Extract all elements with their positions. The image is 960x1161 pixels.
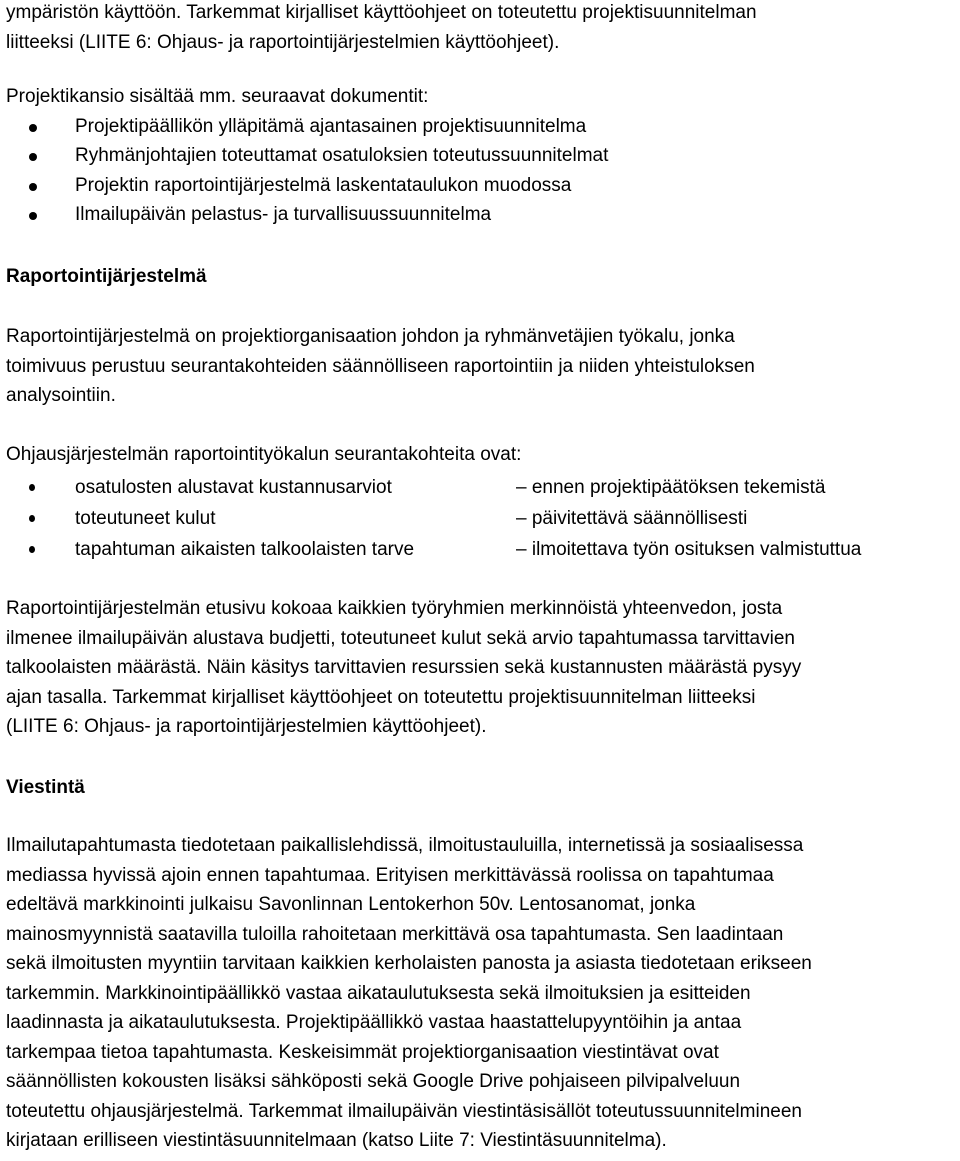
bullet-icon xyxy=(29,515,35,522)
text-line: ympäristön käyttöön. Tarkemmat kirjalliset käyttöohjeet on toteutettu projektisuunnitelman xyxy=(6,2,757,23)
text-line: toteutettu ohjausjärjestelmä. Tarkemmat ilmailupäivän viestintäsisällöt toteutussuunnitelmineen xyxy=(6,1100,802,1122)
text-line: sekä ilmoitusten myyntiin tarvitaan kaikkien kerholaisten panosta ja asiasta tiedotetaan erikseen xyxy=(6,953,812,974)
bullet-icon xyxy=(29,153,37,161)
tracking-note: – ennen projektipäätöksen tekemistä xyxy=(516,477,826,498)
tracking-list xyxy=(6,472,956,565)
bullet-icon xyxy=(29,124,37,132)
text-line: liitteeksi (LIITE 6: Ohjaus- ja raportointijärjestelmien käyttöohjeet). xyxy=(6,31,560,53)
text-line: laadinnasta ja aikataulutuksesta. Projektipäällikkö vastaa haastattelupyyntöihin ja antaa xyxy=(6,1012,742,1033)
communication-paragraph xyxy=(6,831,956,1156)
text-line: mainosmyynnistä saatavilla tuloilla rahoitetaan merkittävä osa tapahtumasta. Sen laadintaan xyxy=(6,923,784,945)
project-folder-section xyxy=(6,82,956,230)
text-line: mediassa hyvissä ajoin ennen tapahtumaa. Erityisen merkittävässä roolissa on tapahtumaa xyxy=(6,864,774,886)
reporting-heading: Raportointijärjestelmä xyxy=(6,266,207,287)
bullet-icon xyxy=(29,212,37,220)
text-line: kirjataan erilliseen viestintäsuunnitelmaan (katso Liite 7: Viestintäsuunnitelma). xyxy=(6,1130,667,1151)
communication-heading: Viestintä xyxy=(6,777,85,798)
tracking-note: – ilmoitettava työn osituksen valmistuttua xyxy=(516,539,862,560)
text-line: talkoolaisten määrästä. Näin käsitys tarvittavien resurssien sekä kustannusten määrästä pysyy xyxy=(6,657,802,678)
tracking-item: toteutuneet kulut xyxy=(75,508,216,529)
text-line: ilmenee ilmailupäivän alustava budjetti, toteutuneet kulut sekä arvio tapahtumassa tarvittavien xyxy=(6,627,795,649)
text-line: tarkemmin. Markkinointipäällikkö vastaa aikataulutuksesta sekä ilmoituksien ja esitteiden xyxy=(6,982,751,1004)
reporting-paragraph-1 xyxy=(6,322,956,411)
list-item: Ilmailupäivän pelastus- ja turvallisuussuunnitelma xyxy=(6,200,956,230)
tracking-row xyxy=(6,534,956,565)
text-line: analysointiin. xyxy=(6,385,116,406)
text-line: säännöllisten kokousten lisäksi sähköposti sekä Google Drive pohjaiseen pilvipalveluun xyxy=(6,1071,741,1092)
text-line: ajan tasalla. Tarkemmat kirjalliset käyttöohjeet on toteutettu projektisuunnitelman liitteeksi xyxy=(6,686,756,708)
bullet-icon xyxy=(29,183,37,191)
bullet-icon xyxy=(29,546,35,553)
text-line: (LIITE 6: Ohjaus- ja raportointijärjestelmien käyttöohjeet). xyxy=(6,716,487,737)
intro-paragraph xyxy=(6,0,956,57)
list-item: Projektipäällikön ylläpitämä ajantasainen projektisuunnitelma xyxy=(6,112,956,142)
text-line: tarkempaa tietoa tapahtumasta. Keskeisimmät projektiorganisaation viestintävat ovat xyxy=(6,1041,719,1063)
tracking-item: tapahtuman aikaisten talkoolaisten tarve xyxy=(75,539,415,560)
tracking-item: osatulosten alustavat kustannusarviot xyxy=(75,477,392,498)
tracking-row xyxy=(6,503,956,534)
text-line: Ilmailutapahtumasta tiedotetaan paikallislehdissä, ilmoitustauluilla, internetissä ja sosiaalisessa xyxy=(6,835,804,856)
list-item: Projektin raportointijärjestelmä laskentataulukon muodossa xyxy=(6,171,956,201)
bullet-icon xyxy=(29,484,35,491)
text-line: toimivuus perustuu seurantakohteiden säännölliseen raportointiin ja niiden yhteistuloksen xyxy=(6,355,755,377)
tracking-note: – päivitettävä säännöllisesti xyxy=(516,508,748,529)
text-line: edeltävä markkinointi julkaisu Savonlinnan Lentokerhon 50v. Lentosanomat, jonka xyxy=(6,894,696,915)
tracking-row xyxy=(6,472,956,503)
project-folder-list xyxy=(6,112,956,230)
project-folder-intro: Projektikansio sisältää mm. seuraavat dokumentit: xyxy=(6,86,429,107)
text-line: Raportointijärjestelmä on projektiorganisaation johdon ja ryhmänvetäjien työkalu, jonka xyxy=(6,326,735,347)
reporting-paragraph-2 xyxy=(6,594,956,742)
list-item: Ryhmänjohtajien toteuttamat osatuloksien toteutussuunnitelmat xyxy=(6,141,956,171)
tracking-intro: Ohjausjärjestelmän raportointityökalun seurantakohteita ovat: xyxy=(6,444,522,465)
text-line: Raportointijärjestelmän etusivu kokoaa kaikkien työryhmien merkinnöistä yhteenvedon, josta xyxy=(6,598,783,619)
